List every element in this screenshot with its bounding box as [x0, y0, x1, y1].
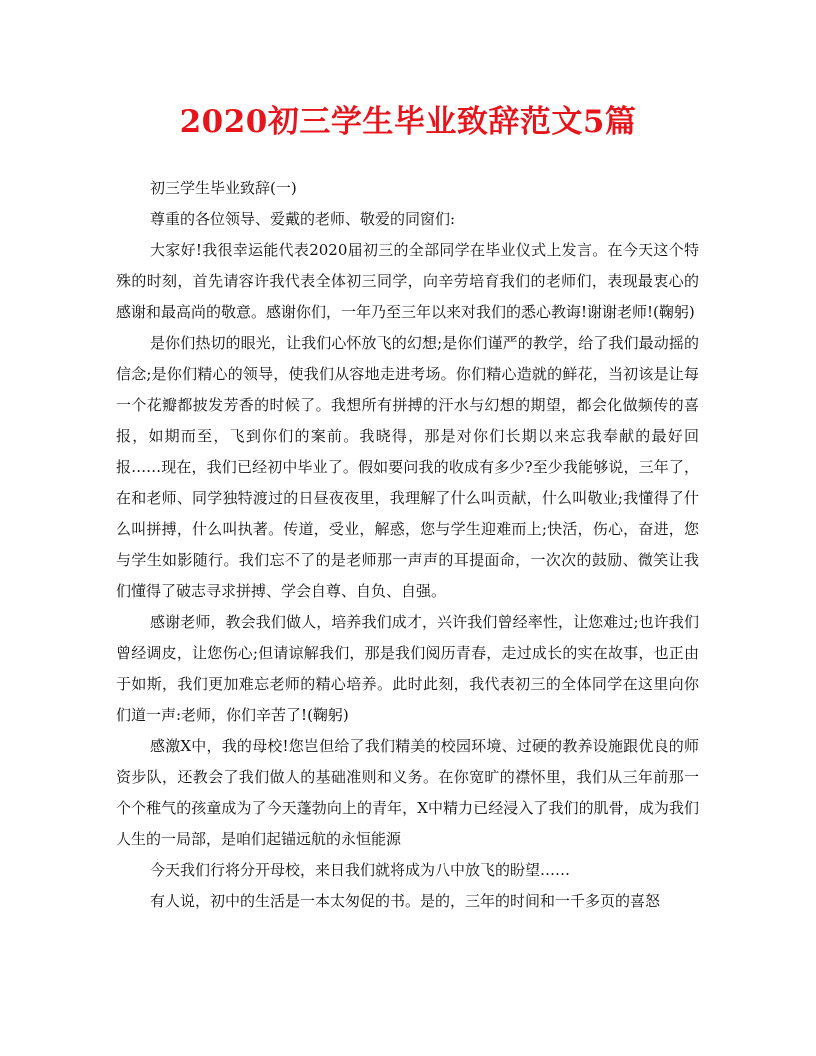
paragraph: 是你们热切的眼光，让我们心怀放飞的幻想;是你们谨严的教学，给了我们最动摇的信念;是你们精心的领导，使我们从容地走进考场。你们精心造就的鲜花，当初该是让每一个花瓣都披发芳香的时候了。我想所有拼搏的汗水与幻想的期望，都会化做频传的喜报，如期而至，飞到你们的案前。我晓得，那是对你们长期以来忘我奉献的最好回报……现在，我们已经初中毕业了。假如要问我的收成有多少?至少我能够说，三年了，在和老师、同学独特渡过的日昼夜夜里，我理解了什么叫贡献，什么叫敬业;我懂得了什么叫拼搏，什么叫执著。传道，受业，解惑，您与学生迎难而上;快活，伤心，奋进，您与学生如影随行。我们忘不了的是老师那一声声的耳提面命，一次次的鼓励、微笑让我们懂得了破志寻求拼搏、学会自尊、自负、自强。	[116, 334, 699, 600]
paragraph: 感激X中，我的母校!您岂但给了我们精美的校园环境、过硬的教养设施跟优良的师资步队，还教会了我们做人的基础准则和义务。在你宽旷的襟怀里，我们从三年前那一个个稚气的孩童成为了今天蓬勃向上的青年，X中精力已经浸入了我们的肌骨，成为我们人生的一局部，是咱们起锚远航的永恒能源	[116, 737, 699, 848]
salutation: 尊重的各位领导、爱戴的老师、敬爱的同窗们:	[150, 210, 456, 228]
document-body	[116, 173, 699, 917]
paragraph: 有人说，初中的生活是一本太匆促的书。是的，三年的时间和一千多页的喜怒	[150, 892, 661, 910]
paragraph: 感谢老师，教会我们做人，培养我们成才，兴许我们曾经率性，让您难过;也许我们曾经调皮，让您伤心;但请谅解我们，那是我们阅历青春，走过成长的实在故事，也正由于如斯，我们更加难忘老师的精心培养。此时此刻，我代表初三的全体同学在这里向你们道一声:老师，你们辛苦了!(鞠躬)	[116, 613, 699, 724]
paragraph: 今天我们行将分开母校，来日我们就将成为八中放飞的盼望……	[150, 861, 571, 879]
section-heading: 初三学生毕业致辞(一)	[150, 179, 297, 197]
paragraph: 大家好!我很幸运能代表2020届初三的全部同学在毕业仪式上发言。在今天这个特殊的时刻，首先请容许我代表全体初三同学，向辛劳培育我们的老师们，表现最衷心的感谢和最高尚的敬意。感谢你们，一年乃至三年以来对我们的悉心教诲!谢谢老师!(鞠躬)	[116, 241, 699, 321]
document-title: 2020初三学生毕业致辞范文5篇	[179, 104, 637, 140]
